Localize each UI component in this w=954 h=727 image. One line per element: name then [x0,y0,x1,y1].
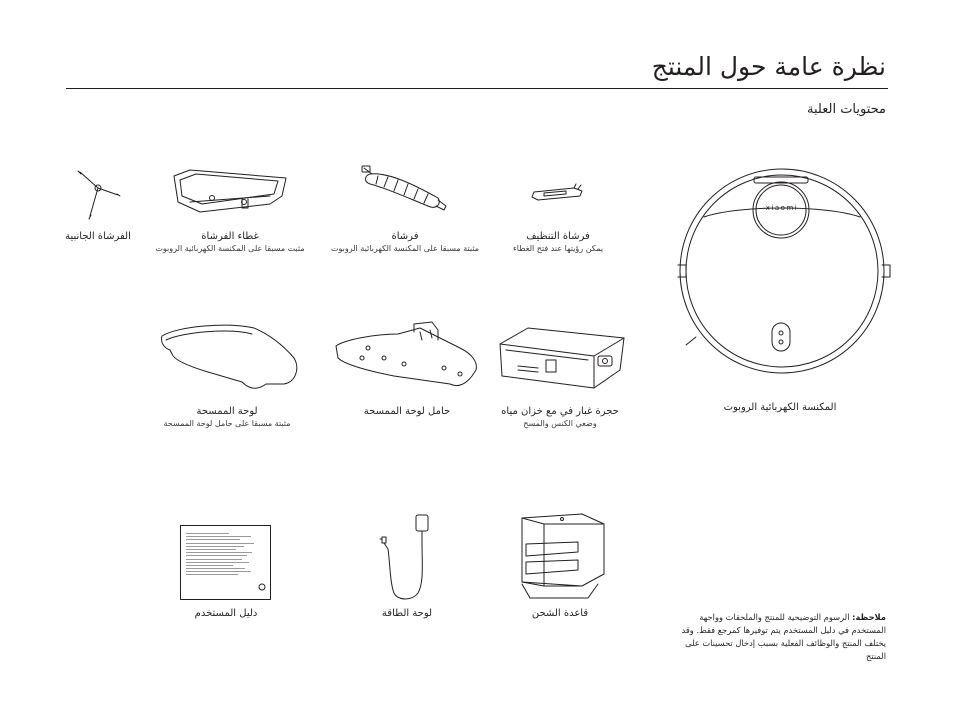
main-brush-note: مثبتة مسبقا على المكنسة الكهربائية الروبوت [330,244,480,253]
side-brush-label: الفرشاة الجانبية [65,231,131,242]
side-brush-illustration [70,168,126,224]
dust-bin-label: حجرة غبار في مع خزان مياه [501,406,619,417]
user-manual-text-lines [186,533,258,578]
main-brush-label: فرشاة [391,231,419,242]
brush-cover-illustration [170,166,290,218]
brush-cover-note: مثبت مسبقا على المكنسة الكهربائية الروبوت [155,244,305,253]
note-text: الرسوم التوضيحية للمنتج والملحقات وواجهة المستخدم في دليل المستخدم يتم توفيرها كمرجع فقط. وقد يختلف المنتج والوظائف الفعلية بسبب إدخال تحسينات على المنتج [681,612,886,661]
charging-dock-illustration [518,512,606,602]
power-cord-illustration [378,513,436,603]
main-brush-illustration [358,164,450,214]
robot-brand-logo: xiaomi [765,204,799,212]
power-cord-label: لوحة الطاقة [381,608,433,619]
mop-holder-label: حامل لوحة الممسحة [363,406,451,417]
dust-bin-note: وضعي الكنس والمسح [523,419,597,428]
charging-dock-label: قاعدة الشحن [531,608,589,619]
cleaning-tool-illustration [530,182,586,210]
note-prefix: ملاحظة: [852,612,886,622]
dust-bin-illustration [498,322,626,392]
cleaning-tool-note: يمكن رؤيتها عند فتح الغطاء [512,244,604,253]
section-subtitle: محتويات العلبة [807,102,886,117]
mop-holder-illustration [334,318,480,394]
page-title: نظرة عامة حول المنتج [651,52,886,81]
robot-label: المكنسة الكهربائية الروبوت [723,402,837,413]
mop-pad-label: لوحة الممسحة [196,406,258,417]
mop-pad-illustration [158,322,300,392]
title-divider [66,88,888,89]
robot-vacuum-illustration [678,165,890,380]
mop-pad-note: مثبتة مسبقا على حامل لوحة الممسحة [163,419,291,428]
user-manual-label: دليل المستخدم [194,608,258,619]
cleaning-tool-label: فرشاة التنظيف [526,231,590,242]
disclaimer-note [676,611,886,663]
brush-cover-label: غطاء الفرشاة [201,231,259,242]
